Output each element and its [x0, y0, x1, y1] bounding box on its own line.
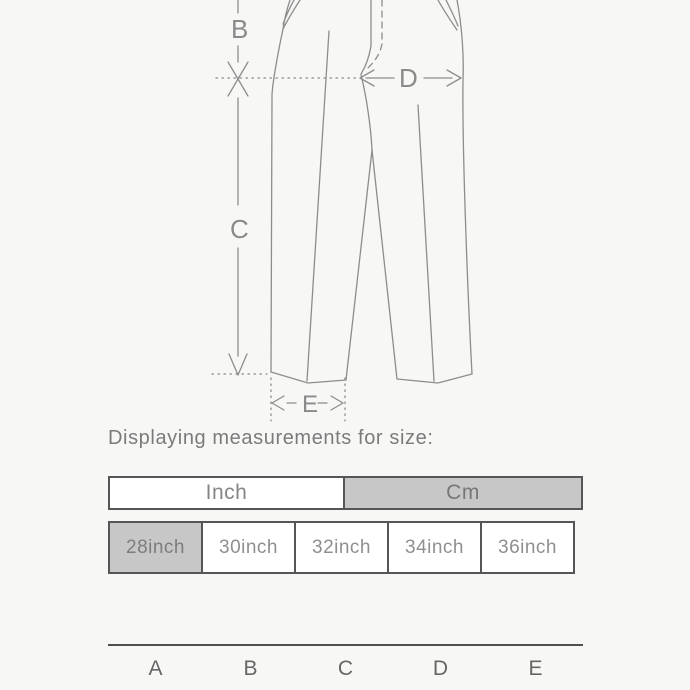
measurement-table: [108, 644, 583, 690]
crotch-cross-mark: [228, 62, 248, 96]
column-header-b: B: [243, 657, 258, 680]
down-arrowhead: [229, 354, 247, 375]
column-header-a: A: [148, 657, 163, 680]
size-button-30inch[interactable]: 30inch: [201, 521, 296, 574]
column-header-e: E: [528, 657, 543, 680]
size-button-34inch[interactable]: 34inch: [387, 521, 482, 574]
size-button-36inch[interactable]: 36inch: [480, 521, 575, 574]
size-button-32inch[interactable]: 32inch: [294, 521, 389, 574]
size-button-row: [108, 521, 583, 574]
trousers-outline: [271, 0, 472, 383]
right-pocket-curve: [438, 0, 457, 30]
vertical-measure-line: [228, 0, 248, 375]
column-header-c: C: [337, 657, 354, 680]
measurement-table-header: [108, 646, 583, 690]
right-crease-line: [418, 105, 434, 381]
size-heading: Displaying measurements for size:: [108, 427, 434, 449]
diagram-label-c: C: [230, 214, 249, 244]
unit-button-cm[interactable]: Cm: [343, 476, 583, 510]
diagram-label-b: B: [231, 14, 249, 44]
unit-toggle-row: [108, 476, 583, 510]
dotted-guide-lines: [212, 78, 356, 421]
unit-button-inch[interactable]: Inch: [108, 476, 345, 510]
fly-dashed-line: [368, 0, 382, 68]
size-button-28inch[interactable]: 28inch: [108, 521, 203, 574]
left-crease-line: [307, 31, 329, 381]
diagram-label-e: E: [302, 391, 319, 418]
fly-seam: [361, 0, 371, 74]
column-header-d: D: [432, 657, 449, 680]
diagram-label-d: D: [399, 63, 418, 93]
